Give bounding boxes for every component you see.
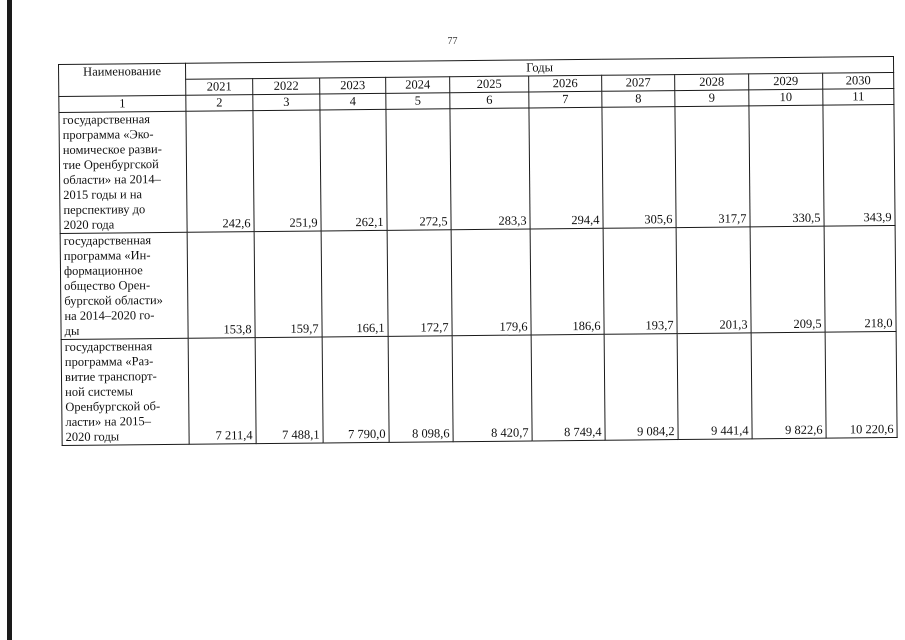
value-cell: 10 220,6 [825,331,897,438]
value-cell: 294,4 [529,107,603,229]
year-cell: 2025 [450,76,529,93]
column-number: 11 [823,88,894,105]
program-name-line: 2020 годы [65,429,120,444]
year-cell: 2030 [823,72,894,89]
column-number: 8 [602,91,675,108]
column-number: 4 [320,93,386,110]
value-cell: 343,9 [823,104,895,226]
column-number: 7 [529,91,602,108]
program-name-line: государственная [63,233,152,248]
scan-edge-line [7,0,12,640]
program-name-line: витие транспорт- [64,369,157,384]
program-name-line: бургской области» [64,293,163,308]
program-name-line: 2020 года [63,217,115,232]
table-row [60,225,896,339]
value-cell: 153,8 [187,232,255,339]
header-years: Годы [185,56,893,79]
value-cell: 272,5 [386,109,451,231]
value-cell: 209,5 [750,226,825,333]
value-cell: 186,6 [530,228,604,335]
program-name-line: ной системы [65,384,134,399]
program-name-line: общество Орен- [64,278,151,293]
value-cell: 172,7 [387,230,452,337]
value-cell: 8 420,7 [452,335,532,442]
value-cell: 251,9 [253,110,321,232]
program-name-line: программа «Эко- [62,127,154,142]
program-name-line: 2015 годы и на [63,187,143,202]
value-cell: 8 749,4 [531,334,605,441]
value-cell: 159,7 [254,231,322,338]
program-name-line: области» на 2014– [63,172,161,187]
year-cell: 2023 [320,77,386,94]
value-cell: 7 790,0 [322,336,389,443]
year-cell: 2022 [253,78,320,95]
year-cell: 2026 [529,75,602,92]
column-number: 5 [386,93,450,110]
page-number: 77 [447,36,458,47]
value-cell: 9 084,2 [604,334,678,441]
program-name-cell [59,111,187,233]
year-cell: 2029 [749,73,823,90]
program-name-line: тие Оренбургской [62,157,159,172]
value-cell: 317,7 [675,106,750,228]
value-cell: 262,1 [320,109,387,231]
program-name-line: ласти» на 2015– [65,414,151,429]
year-cell: 2024 [386,77,450,94]
year-cell: 2027 [602,75,675,92]
value-cell: 242,6 [186,111,254,233]
header-name: Наименование [59,63,186,96]
table-row [61,331,897,445]
value-cell: 7 488,1 [255,337,323,444]
value-cell: 8 098,6 [388,336,453,443]
table-row [59,104,895,233]
value-cell: 305,6 [602,107,676,229]
program-name-line: ды [64,323,80,338]
year-cell: 2028 [675,74,749,91]
value-cell: 193,7 [603,228,677,335]
program-name-cell [60,232,188,339]
column-number: 2 [186,95,253,112]
program-name-line: программа «Раз- [64,354,154,369]
value-cell: 7 211,4 [188,338,256,445]
value-cell: 179,6 [451,229,531,336]
program-name-line: государственная [62,112,151,127]
value-cell: 201,3 [676,227,751,334]
program-name-line: перспективу до [63,202,146,217]
value-cell: 9 441,4 [677,333,752,440]
program-name-line: номическое разви- [62,142,162,157]
year-cell: 2021 [186,79,253,96]
value-cell: 218,0 [824,225,896,332]
value-cell: 283,3 [450,108,530,230]
column-number: 1 [59,95,186,112]
column-number: 10 [749,89,823,106]
column-number: 6 [450,92,529,109]
budget-table [58,56,898,446]
column-number: 3 [253,94,320,111]
value-cell: 166,1 [321,230,388,337]
value-cell: 330,5 [749,105,824,227]
program-name-line: программа «Ин- [63,248,151,263]
program-name-line: формационное [63,263,143,278]
program-name-cell [61,338,189,445]
program-name-line: Оренбургской об- [65,399,161,414]
program-name-line: на 2014–2020 го- [64,308,155,323]
column-number: 9 [675,90,749,107]
program-name-line: государственная [64,339,153,354]
value-cell: 9 822,6 [751,332,826,439]
